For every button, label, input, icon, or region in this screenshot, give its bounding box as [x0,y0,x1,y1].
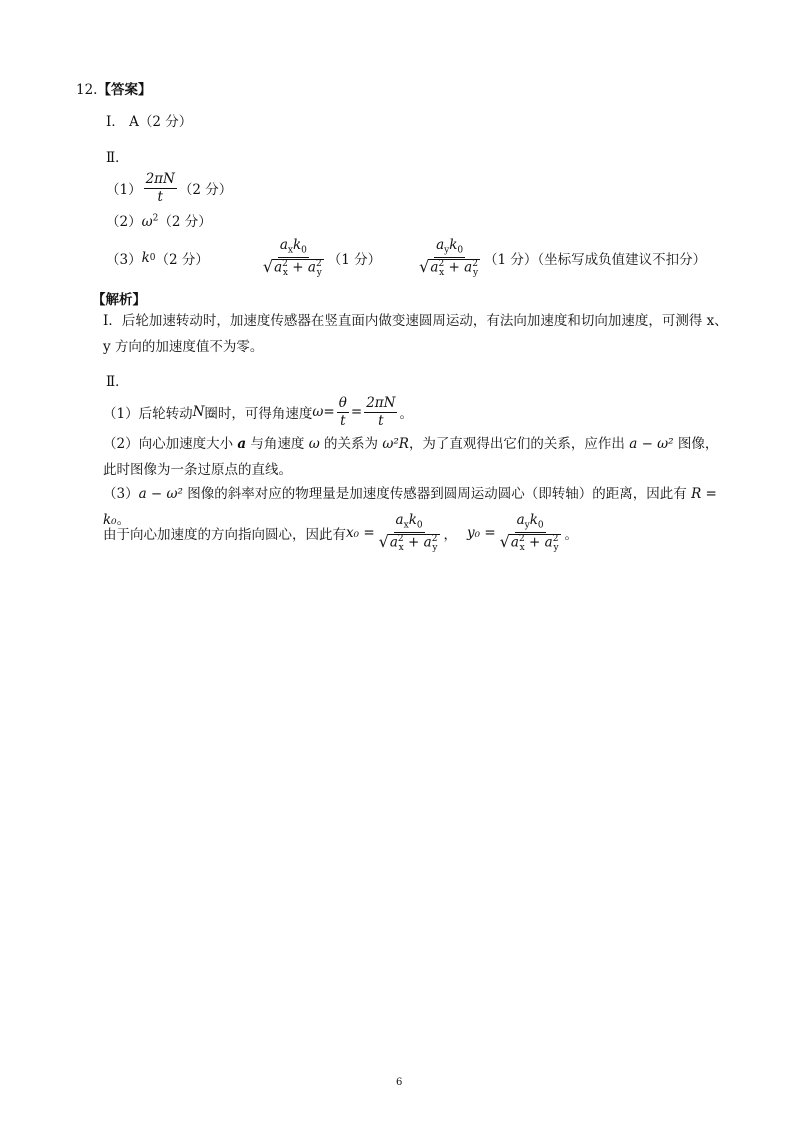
ax-exponent: 2 [282,258,288,269]
answer-item-1 [106,170,232,206]
text: 圈时，可得角速度 [204,406,313,422]
a-symbol: a [237,436,247,452]
plus-sign: + [403,534,424,551]
fraction-2piN-over-t [364,396,397,427]
x0-expression: x₀ = [346,525,375,541]
fraction-ay-k0 [417,238,482,279]
radical-sign: √ [378,531,389,551]
text: 图像，此时图像为一条过原点的直线。 [103,436,719,478]
plus-sign: + [524,534,545,551]
ax-symbol: a [430,259,439,276]
ay-exponent: 2 [472,258,478,269]
text: 由于向心加速度的方向指向圆心，因此有 [103,527,346,543]
omega-symbol: ω [312,404,324,420]
ay-symbol: a [544,534,553,551]
part-1-answer: A（2 分） [129,114,193,130]
answer-part-1 [106,110,192,130]
text: 。 [116,512,131,528]
fraction-2piN-over-t [144,172,177,203]
text: 。 [399,406,413,422]
ay-subscript: y [472,267,479,278]
analysis-part-1: Ⅰ．后轮加速转动时，加速度传感器在竖直面内做变速圆周运动，有法向加速度和切向加速度，可测得 x、y 方向的加速度值不为零。 [103,313,728,355]
part-1-label: Ⅰ． [106,114,125,130]
item-1-label: （1） [106,182,142,198]
k-symbol: k [292,236,302,253]
ay-subscript: y [316,267,322,278]
fraction-denominator: t [340,412,346,429]
answer-part-2-label: Ⅱ． [106,150,129,166]
relation-expression: ω²R [382,436,409,452]
radical-sign: √ [499,531,510,551]
item-3-label: （3） [106,252,142,268]
fraction-denominator: t [157,188,163,205]
question-number: 12. [76,82,98,98]
equals-sign: = [350,404,363,420]
ay-exponent: 2 [552,533,559,544]
ay-symbol: a [516,511,525,528]
fraction-ax-k0 [377,513,442,554]
analysis-item-1 [103,392,413,432]
ax-exponent: 2 [397,533,404,544]
fraction-denominator: t [378,412,384,429]
omega-symbol: ω [141,214,153,230]
page-number: 6 [396,1077,403,1088]
item-3-score-y: （1 分）（坐标写成负值建议不扣分） [484,252,707,268]
ay-subscript: y [444,245,450,256]
sqrt-expression [262,256,324,279]
ax-symbol: a [389,534,398,551]
k-symbol: k [529,511,538,528]
sqrt-expression [378,531,440,554]
ax-symbol: a [274,259,283,276]
sqrt-expression [499,531,561,554]
ay-subscript: y [553,542,559,553]
ax-symbol: a [395,511,404,528]
k-symbol: k [408,511,417,528]
radical-sign: √ [262,256,274,276]
item-2-score: （2 分） [158,214,212,230]
text: （3） [103,486,139,502]
fraction-numerator: θ [338,395,347,412]
ay-symbol: a [436,236,445,253]
item-3-score: （2 分） [155,252,209,268]
k-subscript: 0 [457,245,464,256]
equals-sign: = [323,404,335,420]
k-subscript: 0 [301,245,307,256]
text: 的关系为 [319,436,383,452]
k-subscript: 0 [537,520,544,531]
ax-symbol: a [279,236,288,253]
analysis-conclusion [103,510,578,556]
fraction-theta-over-t [337,396,349,427]
graph-expression: a − ω² [138,486,183,502]
analysis-label: 【解析】 [92,292,146,308]
answer-item-2 [106,210,212,230]
analysis-part-2-label: Ⅱ． [106,374,129,390]
k-symbol: k [141,250,150,266]
text: 与角速度 [246,436,309,452]
exponent: 2 [152,213,159,224]
ay-symbol: a [464,259,473,276]
answer-item-3 [106,236,706,280]
item-2-label: （2） [106,214,142,230]
analysis-item-2 [103,431,729,483]
ay-exponent: 2 [315,258,322,269]
fraction-ax-k0 [261,238,326,279]
text: ，为了直观得出它们的关系，应作出 [408,436,630,452]
question-header [76,78,151,98]
text: 图像的斜率对应的物理量是加速度传感器到圆周运动圆心（即转轴）的距离，因此有 [182,486,692,502]
ax-symbol: a [510,534,519,551]
answer-label: 【答案】 [97,82,152,98]
fraction-numerator: 2πN [145,171,175,188]
k-symbol: k [449,236,458,253]
N-symbol: N [192,404,205,420]
ax-subscript: x [519,542,525,553]
ax-subscript: x [439,267,445,278]
ax-exponent: 2 [438,258,445,269]
graph-expression: a − ω² [629,436,674,452]
ax-exponent: 2 [518,533,525,544]
y0-expression: y₀ = [467,525,496,541]
omega-symbol: ω [308,436,320,452]
k-subscript: 0 [149,253,156,263]
sqrt-expression [419,256,480,279]
radical-sign: √ [419,256,430,276]
ay-exponent: 2 [431,533,438,544]
item-1-score: （2 分） [178,182,233,198]
text: （1）后轮转动 [103,406,193,422]
ay-symbol: a [307,259,316,276]
k-subscript: 0 [416,520,423,531]
ay-subscript: y [432,542,438,553]
text: 。 [564,527,579,543]
ax-subscript: x [287,245,293,256]
text: （2）向心加速度大小 [103,436,238,452]
item-3-score-x: （1 分） [327,252,382,268]
fraction-ay-k0 [498,513,563,554]
plus-sign: + [444,259,465,276]
ay-symbol: a [423,534,432,551]
plus-sign: + [287,259,308,276]
ax-subscript: x [282,267,288,278]
fraction-numerator: 2πN [366,395,396,412]
result-expression: R = k₀ [103,486,717,528]
separator: ， [443,527,458,543]
ax-subscript: x [403,520,409,531]
ay-subscript: y [524,520,530,531]
ax-subscript: x [398,542,404,553]
